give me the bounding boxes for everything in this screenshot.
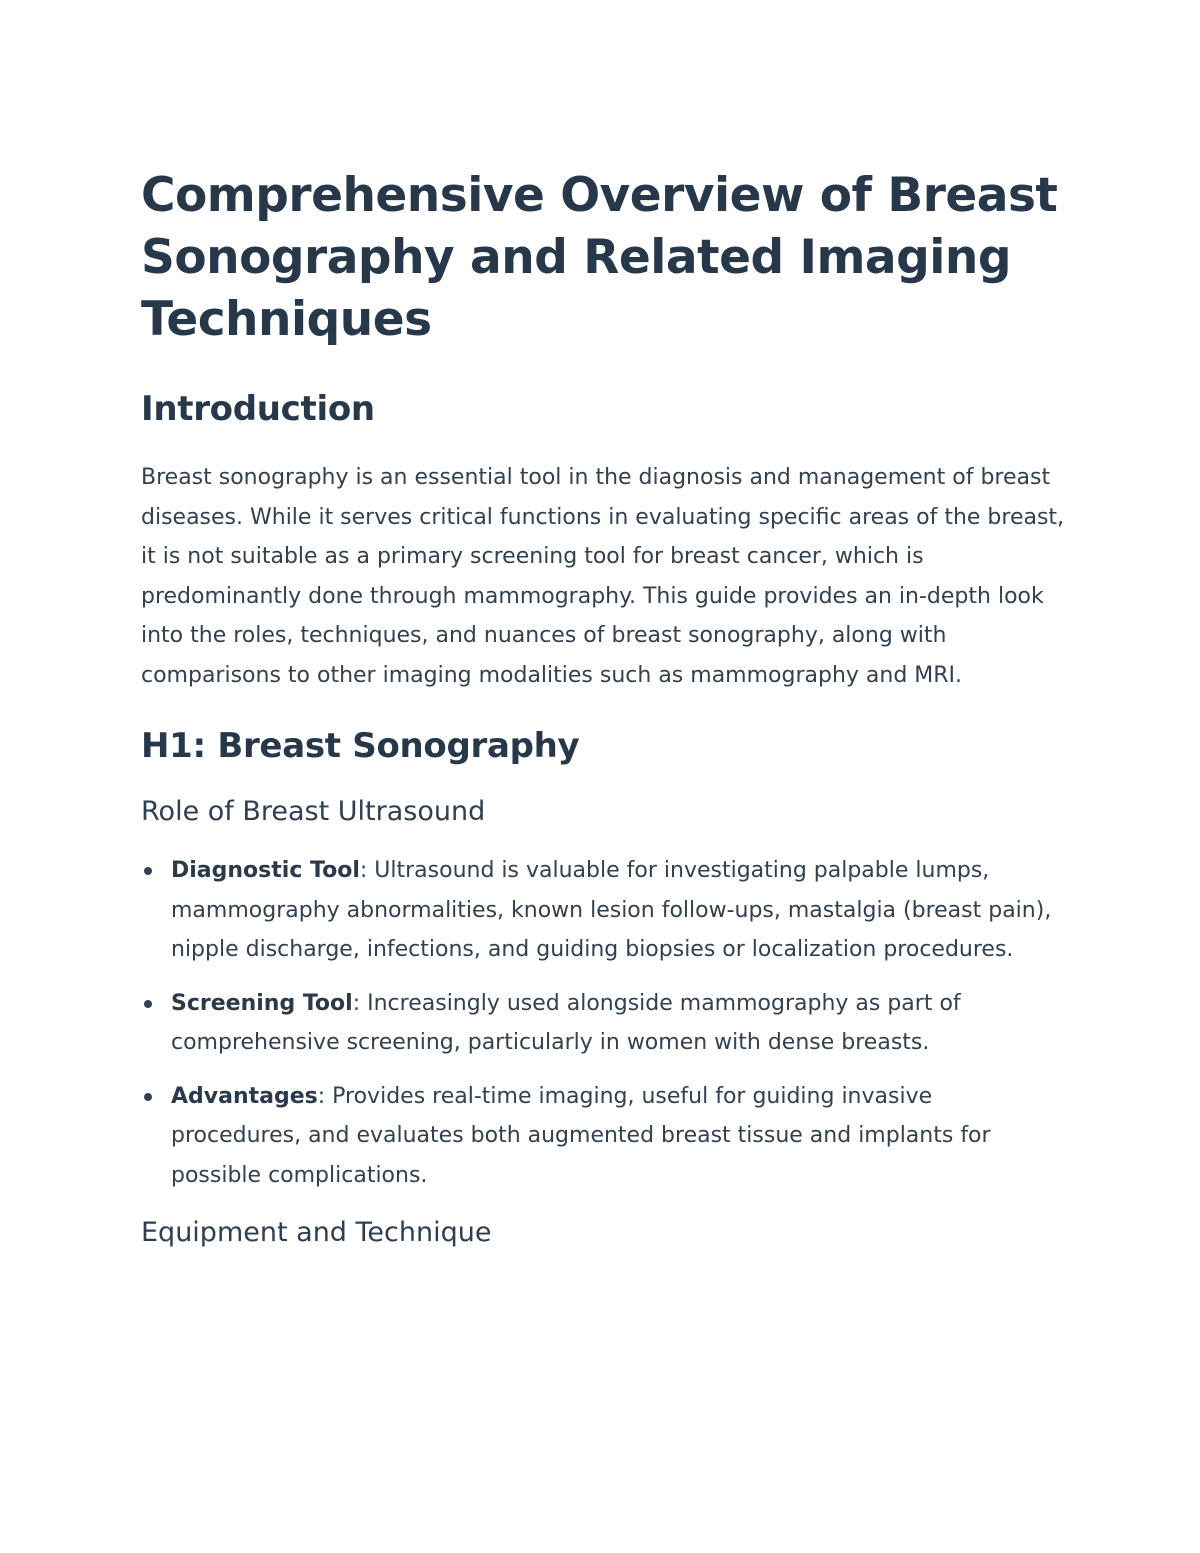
bullet-icon — [144, 1093, 152, 1101]
introduction-heading: Introduction — [141, 389, 375, 429]
list-item-text: : Ultrasound is valuable for investigating palpable lumps, mammography abnormalities, known lesion follow-ups, mastalgia (breast pain), nipple discharge, infections, and guiding biopsies or localization procedures. — [171, 858, 1052, 962]
document-page — [141, 165, 1066, 1251]
list-item-term: Screening Tool — [171, 990, 353, 1016]
list-item-text: : Provides real-time imaging, useful for guiding invasive procedures, and evaluates both augmented breast tissue and implants for possible complications. — [171, 1083, 991, 1188]
list-item — [141, 1077, 1066, 1196]
list-item-term: Advantages — [171, 1083, 318, 1109]
list-item — [141, 851, 1066, 970]
breast-sonography-heading: H1: Breast Sonography — [141, 726, 580, 766]
introduction-paragraph: Breast sonography is an essential tool in the diagnosis and management of breast diseases. While it serves critical functions in evaluating specific areas of the breast, it is not suitable as a primary screening tool for breast cancer, which is predominantly done through mammography. This guide provides an in-depth look into the roles, techniques, and nuances of breast sonography, along with comparisons to other imaging modalities such as mammography and MRI. — [141, 465, 1065, 688]
equipment-technique-heading: Equipment and Technique — [141, 1217, 492, 1248]
list-item — [141, 984, 1066, 1063]
role-bullet-list — [141, 851, 1066, 1195]
bullet-icon — [144, 867, 152, 875]
list-item-term: Diagnostic Tool — [171, 858, 360, 883]
role-of-ultrasound-heading: Role of Breast Ultrasound — [141, 796, 486, 827]
list-item-text: : Increasingly used alongside mammography as part of comprehensive screening, particularly in women with dense breasts. — [171, 990, 961, 1055]
document-title: Comprehensive Overview of Breast Sonography and Related Imaging Techniques — [141, 168, 1058, 347]
bullet-icon — [144, 1000, 152, 1008]
